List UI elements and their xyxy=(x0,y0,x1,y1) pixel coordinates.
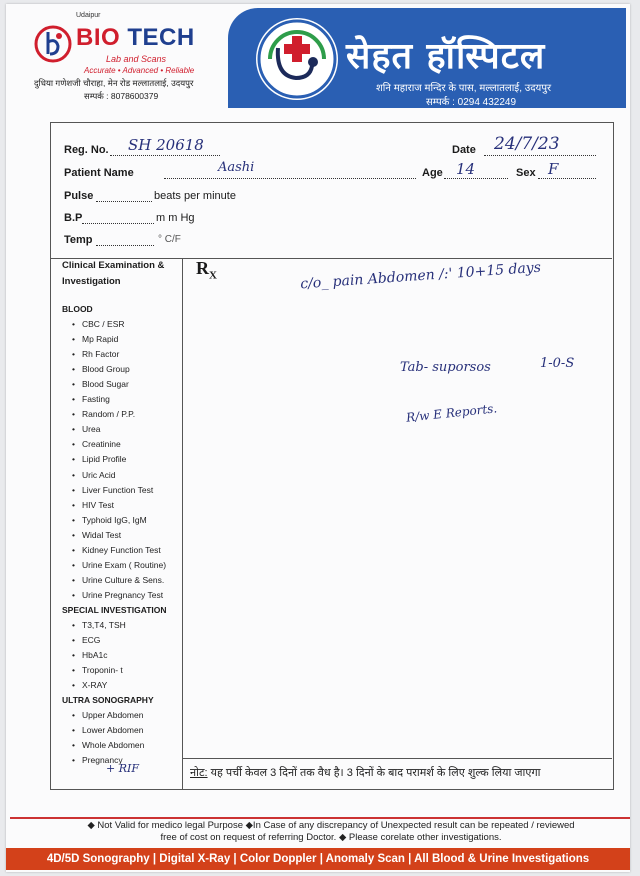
pulse-unit: beats per minute xyxy=(154,190,236,202)
lab-subtitle: Lab and Scans xyxy=(106,54,167,64)
hospital-phone: सम्पर्क : 0294 432249 xyxy=(426,97,517,108)
disclaimer: ◆ Not Valid for medico legal Purpose ◆In Case of any discrepancy of Unexpected result can be repeated / reviewed free of cost on request of referring Doctor. ◆ Please corelate other investigations. xyxy=(87,820,575,843)
rx-area xyxy=(183,258,612,759)
investigation-item: • Creatinine xyxy=(82,439,121,449)
investigation-item: • Troponin- t xyxy=(82,665,123,675)
temp-label: Temp xyxy=(64,234,93,246)
investigation-item: • ECG xyxy=(82,635,100,645)
pulse-label: Pulse xyxy=(64,190,94,202)
temp-unit: ° C/F xyxy=(158,234,181,245)
investigation-item: • CBC / ESR xyxy=(82,319,125,329)
rx-line-3: R/w E Reports. xyxy=(405,401,498,425)
investigation-item: • Typhoid IgG, IgM xyxy=(82,515,147,525)
stethoscope-cross-icon xyxy=(256,18,338,100)
lab-city: Udaipur xyxy=(76,12,101,19)
patient-name-value: Aashi xyxy=(218,160,255,175)
investigation-item: • Urine Exam ( Routine) xyxy=(82,560,166,570)
investigation-item: • T3,T4, TSH xyxy=(82,620,126,630)
lab-phone: सम्पर्क : 8078600379 xyxy=(84,91,159,101)
investigation-item: • Lower Abdomen xyxy=(82,725,143,735)
clinical-exam-title: Clinical Examination & xyxy=(62,260,165,271)
bp-label: B.P xyxy=(64,212,83,224)
rx-line-1: c/o_ pain Abdomen /:' 10+15 days xyxy=(299,259,542,293)
investigation-item: • Pregnancy xyxy=(82,755,123,765)
investigation-item: • X-RAY xyxy=(82,680,107,690)
investigation-item: • Mp Rapid xyxy=(82,334,118,344)
rx-line-2b: 1-0-S xyxy=(540,356,575,371)
investigation-item: • Uric Acid xyxy=(82,470,116,480)
bp-unit: m m Hg xyxy=(156,212,195,224)
lab-tagline: Accurate • Advanced • Reliable xyxy=(84,66,195,75)
section-title: BLOOD xyxy=(62,304,93,314)
investigation-item: • Liver Function Test xyxy=(82,485,153,495)
section-title: ULTRA SONOGRAPHY xyxy=(62,695,154,706)
investigation-item: • Urea xyxy=(82,424,100,434)
reg-no-line xyxy=(110,154,220,156)
rif-mark: + RIF xyxy=(106,762,139,775)
investigation-item: • Kidney Function Test xyxy=(82,545,161,555)
age-label: Age xyxy=(422,167,443,179)
investigation-item: • Random / P.P. xyxy=(82,409,135,419)
lab-address: दुधिया गणेशजी चौराहा, मेन रोड मल्लातलाई, उदयपुर xyxy=(34,78,194,88)
patient-name-label: Patient Name xyxy=(64,167,134,179)
services-footer: 4D/5D Sonography | Digital X-Ray | Color Doppler | Anomaly Scan | All Blood & Urine Investigations xyxy=(6,848,630,870)
investigation-item: • Blood Group xyxy=(82,364,130,374)
investigation-item: • Urine Culture & Sens. xyxy=(82,575,164,585)
patient-name-line xyxy=(164,177,416,179)
footer-divider xyxy=(10,817,630,819)
section-title: SPECIAL INVESTIGATION xyxy=(62,604,167,615)
investigation-item: • Blood Sugar xyxy=(82,379,129,389)
pulse-line xyxy=(96,200,152,202)
temp-line xyxy=(96,244,154,246)
hospital-name: सेहत हॉस्पिटल xyxy=(346,36,546,77)
date-line xyxy=(484,154,596,156)
date-label: Date xyxy=(452,144,476,156)
age-line xyxy=(444,177,508,179)
sex-label: Sex xyxy=(516,167,536,179)
rx-line-2: Tab- suporsos xyxy=(400,360,491,375)
rx-symbol: $R_X$ xyxy=(196,258,217,282)
reg-no-value: SH 20618 xyxy=(128,136,204,154)
investigation-item: • Lipid Profile xyxy=(82,454,126,464)
reg-no-label: Reg. No. xyxy=(64,144,109,156)
lab-header xyxy=(34,14,234,104)
investigation-item: • Rh Factor xyxy=(82,349,119,359)
validity-note: नोट: यह पर्ची केवल 3 दिनों तक वैध है। 3 दिनों के बाद परामर्श के लिए शुल्क लिया जाएगा xyxy=(190,767,541,779)
investigation-item: • Upper Abdomen xyxy=(82,710,143,720)
age-value: 14 xyxy=(456,160,476,178)
sex-line xyxy=(538,177,596,179)
investigation-item: • HIV Test xyxy=(82,500,114,510)
investigation-item: • Fasting xyxy=(82,394,110,404)
bp-line xyxy=(82,222,154,224)
lab-name: BIO TECH xyxy=(76,24,195,51)
sex-value: F xyxy=(548,160,559,178)
hospital-address: शनि महाराज मन्दिर के पास, मल्लातलाई, उदयपुर xyxy=(376,83,552,94)
investigation-item: • Widal Test xyxy=(82,530,121,540)
investigation-title: Investigation xyxy=(62,276,121,287)
lab-logo-icon xyxy=(34,24,72,64)
investigation-item: • Urine Pregnancy Test xyxy=(82,590,163,600)
hospital-emblem xyxy=(256,18,338,100)
investigation-item: • Whole Abdomen xyxy=(82,740,144,750)
date-value: 24/7/23 xyxy=(494,134,560,154)
investigation-item: • HbA1c xyxy=(82,650,108,660)
